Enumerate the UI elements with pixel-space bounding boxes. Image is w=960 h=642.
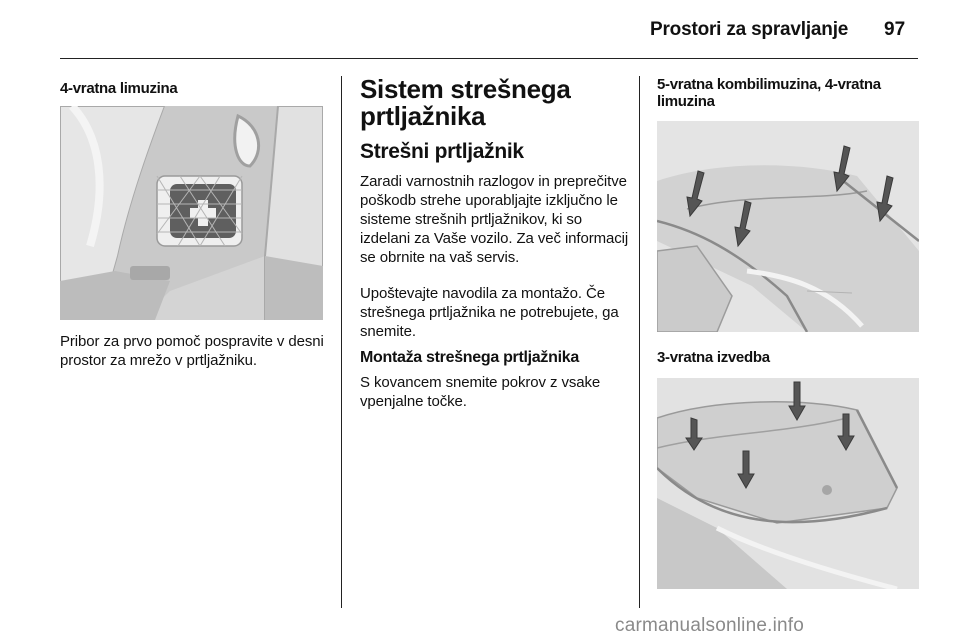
column-divider-right — [639, 76, 640, 608]
column-divider-left — [341, 76, 342, 608]
arrow-icons-5door — [657, 121, 919, 332]
header-divider — [60, 58, 918, 59]
subsection-title: Strešni prtljažnik — [360, 140, 524, 163]
arrow-icons-3door — [657, 378, 919, 589]
caption-5door: 5-vratna kombilimuzina, 4-vratna limuzina — [657, 76, 881, 110]
paragraph-instructions: Upoštevajte navodila za montažo. Če strešnega prtljažnika ne potrebujete, ga snemite. — [360, 285, 619, 340]
roof-5door-figure — [657, 121, 919, 332]
watermark: carmanualsonline.info — [615, 615, 805, 636]
page-header-title: Prostori za spravljanje — [650, 19, 849, 40]
left-column-heading: 4-vratna limuzina — [60, 80, 178, 97]
roof-3door-figure — [657, 378, 919, 589]
trunk-illustration — [60, 106, 323, 320]
mounting-heading: Montaža strešnega prtljažnika — [360, 349, 579, 366]
section-title: Sistem strešnega prtljažnika — [360, 74, 571, 131]
page-number: 97 — [884, 19, 906, 40]
paragraph-mounting: S kovancem snemite pokrov z vsake vpenjalne točke. — [360, 374, 601, 410]
trunk-first-aid-figure — [60, 106, 323, 320]
paragraph-safety: Zaradi varnostnih razlogov in preprečitve poškodb strehe uporabljajte izključno le sisteme strešnih prtljažnikov, ki so izdelani za Vaše vozilo. Za več informacij se obrnite na vaš servis. — [360, 173, 629, 266]
left-column-text: Pribor za prvo pomoč pospravite v desni prostor za mrežo v prtljažniku. — [60, 333, 324, 369]
caption-3door: 3-vratna izvedba — [657, 349, 770, 366]
